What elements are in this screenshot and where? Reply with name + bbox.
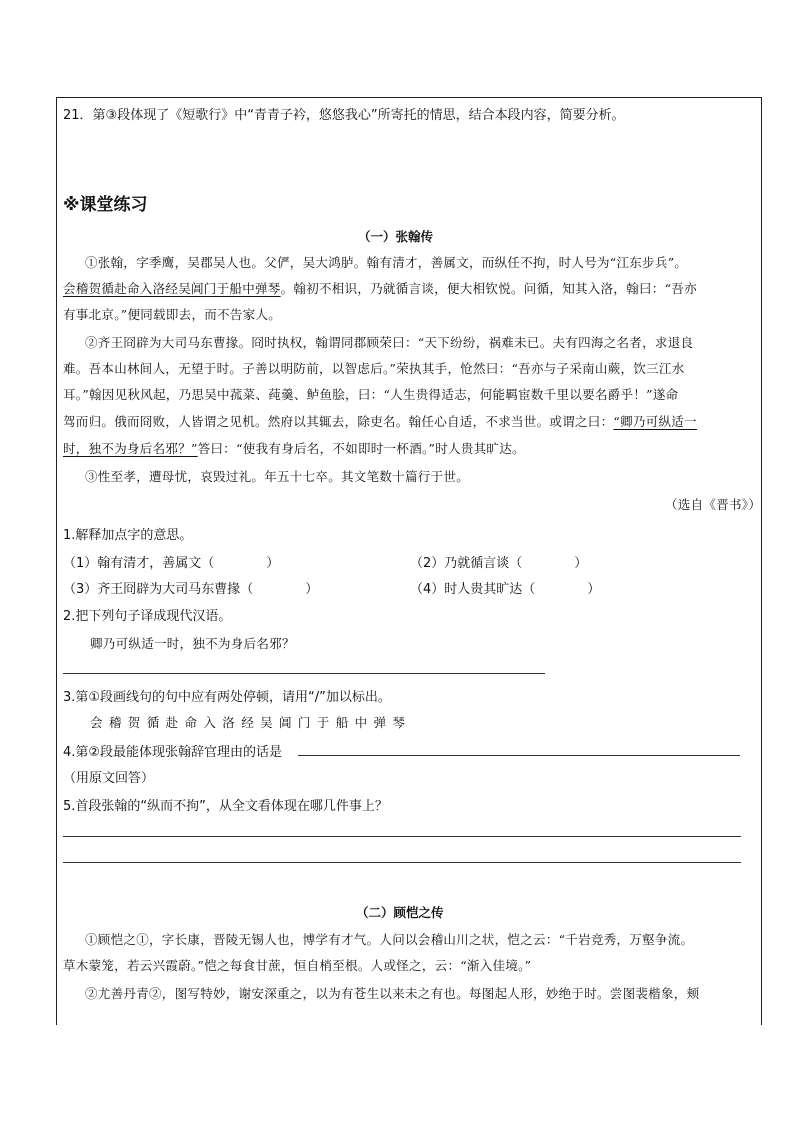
passage1-line: ①张翰，字季鹰，吴郡吴人也。父俨，吴大鸿胪。翰有清才，善属文，而纵任不拘，时人号为“江东步兵”。 [85, 255, 688, 270]
passage1-line: 难。吾本山林间人，无望于时。子善以明防前，以智虑后。”荣执其手，怆然曰：“吾亦与子采南山蕨，饮三江水 [63, 361, 685, 376]
passage1-title: （一）张翰传 [358, 229, 434, 244]
passage1-line: 驾而归。俄而冏败，人皆谓之见机。然府以其辄去，除吏名。翰任心自适，不求当世。或谓之曰：“卿乃可纵适一 [63, 414, 697, 429]
passage1-line: 会稽贺循赴命入洛经吴阊门于船中弹琴。翰初不相识，乃就循言谈，便大相钦悦。问循，知其入洛，翰曰：“吾亦 [63, 281, 697, 296]
question-1-item: （2）乃就循言谈（ ） [410, 556, 588, 571]
answer-line [63, 673, 545, 674]
question-1: 1.解释加点字的意思。 [63, 528, 193, 543]
passage1-line: 时，独不为身后名邪？”答曰：“使我有身后名，不如即时一杯酒。”时人贵其旷达。 [63, 441, 525, 456]
answer-line [298, 755, 740, 756]
passage1-line: ②齐王冏辟为大司马东曹掾。冏时执权，翰谓同郡顾荣曰：“天下纷纷，祸难未已。夫有四海之名者，求退良 [85, 335, 694, 350]
section-title: ※课堂练习 [63, 195, 148, 215]
answer-line [63, 862, 741, 863]
question-2: 2.把下列句子译成现代汉语。 [63, 609, 232, 624]
underlined-sentence: “卿乃可纵适一 [613, 414, 697, 429]
question-21: 21．第③段体现了《短歌行》中“青青子衿，悠悠我心”所寄托的情思，结合本段内容，简要分析。 [63, 108, 625, 123]
passage1-line: 有事北京。”便同载即去，而不告家人。 [63, 307, 282, 322]
passage2-line: ②尤善丹青②，图写特妙，谢安深重之，以为有苍生以来未之有也。每图起人形，妙绝于时。尝图裴楷象，颊 [85, 986, 700, 1001]
question-3-sentence: 会稽贺循赴命入洛经吴阊门于船中弹琴 [90, 715, 412, 730]
answer-line [63, 836, 741, 837]
question-1-item: （4）时人贵其旷达（ ） [410, 582, 601, 597]
question-3: 3.第①段画线句的句中应有两处停顿，请用“/”加以标出。 [63, 690, 391, 705]
passage1-line: ③性至孝，遭母忧，哀毁过礼。年五十七卒。其文笔数十篇行于世。 [85, 469, 470, 484]
passage2-title: （二）顾恺之传 [356, 905, 444, 920]
question-2-sentence: 卿乃可纵适一时，独不为身后名邪？ [90, 636, 295, 651]
passage2-line: 草木蒙笼，若云兴霞蔚。”恺之每食甘蔗，恒自梢至根。人或怪之，云：“渐入佳境。” [63, 958, 532, 973]
underlined-sentence: 会稽贺循赴命入洛经吴阊门于船中弹琴 [63, 281, 281, 296]
passage1-line: 耳。”翰因见秋风起，乃思吴中菰菜、莼羹、鲈鱼脍，曰：“人生贵得适志，何能羁宦数千里以要名爵乎！”遂命 [63, 387, 679, 402]
passage2-line: ①顾恺之①，字长康，晋陵无锡人也，博学有才气。人问以会稽山川之状，恺之云：“千岩竞秀，万壑争流。 [85, 932, 694, 947]
question-1-item: （1）翰有清才，善属文（ ） [63, 556, 280, 571]
underlined-sentence: 时，独不为身后名邪？” [63, 441, 198, 456]
passage1-source: （选自《晋书》） [665, 497, 762, 512]
question-4-note: （用原文回答） [63, 771, 155, 786]
question-1-item: （3）齐王冏辟为大司马东曹掾（ ） [63, 582, 319, 597]
question-4: 4.第②段最能体现张翰辞官理由的话是 [63, 745, 283, 760]
question-5: 5.首段张翰的“纵而不拘”，从全文看体现在哪几件事上？ [63, 799, 388, 814]
